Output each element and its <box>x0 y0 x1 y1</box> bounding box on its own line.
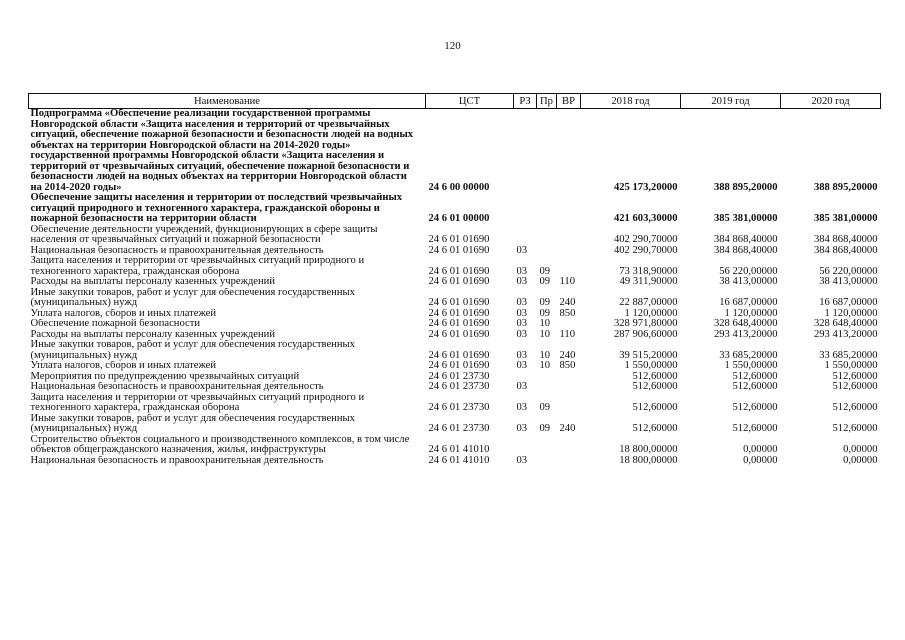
table-row <box>29 309 881 320</box>
cell-2019: 512,60000 <box>732 382 778 392</box>
cell-rz <box>514 435 537 456</box>
cell-name: Расходы на выплаты персоналу казенных учреждений <box>30 329 275 340</box>
cell-pr <box>537 435 557 456</box>
cell-vr: 110 <box>559 329 575 340</box>
cell-vr <box>557 256 581 277</box>
table-row <box>29 277 881 288</box>
cell-pr: 10 <box>539 361 551 371</box>
cell-name: Строительство объектов социального и производственного комплексов, в том числе объектов общегражданского назначения, жилья, инфраструктуры <box>30 434 410 455</box>
cell-name: Обеспечение пожарной безопасности <box>30 319 201 329</box>
table-row <box>29 372 881 383</box>
cell-2020: 384 868,40000 <box>813 245 878 256</box>
cell-name: Подпрограмма «Обеспечение реализации государственной программы Новгородской области «Защита населения и территорий от чрезвычайных ситуаций, обеспечение пожарной безопасности и безопасности людей на водных объектах на территории Новгородской области на 2014-2020 годы» государственной программы Новгородской области «Защита населения и территорий от чрезвычайных ситуаций, обеспечение пожарной безопасности и безопасности людей на водных объектах на территории Новгородской области на 2014-2020 годы» <box>30 108 414 193</box>
cell-rz: 03 <box>516 382 528 392</box>
table-row <box>29 393 881 414</box>
cell-2018: 18 800,00000 <box>619 455 678 466</box>
cell-cst: 24 6 01 01690 <box>428 277 490 287</box>
cell-2019: 1 120,00000 <box>724 308 778 319</box>
cell-cst: 24 6 01 41010 <box>428 444 490 455</box>
cell-rz: 03 <box>516 361 528 371</box>
page-number: 120 <box>444 40 461 52</box>
table-row <box>29 319 881 330</box>
cell-name: Иные закупки товаров, работ и услуг для обеспечения государственных (муниципальных) нужд <box>30 413 355 434</box>
cell-rz: 03 <box>516 297 528 308</box>
cell-name: Мероприятия по предупреждению чрезвычайных ситуаций <box>30 371 300 382</box>
cell-2019: 512,60000 <box>732 402 778 413</box>
cell-pr: 09 <box>539 277 551 287</box>
header-vr: ВР <box>557 94 581 109</box>
cell-cst: 24 6 00 00000 <box>428 181 490 193</box>
header-name: Наименование <box>29 94 426 109</box>
header-2019: 2019 год <box>681 94 781 109</box>
cell-vr <box>557 193 581 225</box>
table-row <box>29 414 881 435</box>
cell-pr <box>537 225 557 246</box>
cell-pr <box>537 382 557 393</box>
cell-pr: 10 <box>539 319 551 329</box>
cell-cst: 24 6 01 41010 <box>428 455 490 466</box>
cell-vr <box>557 246 581 257</box>
cell-2019: 512,60000 <box>732 371 778 382</box>
cell-rz: 03 <box>516 329 528 340</box>
cell-rz <box>514 372 537 383</box>
header-rz: РЗ <box>514 94 537 109</box>
cell-2019: 388 895,20000 <box>713 181 778 193</box>
cell-rz: 03 <box>516 245 528 256</box>
cell-vr: 850 <box>559 361 576 371</box>
cell-rz: 03 <box>516 349 528 361</box>
header-cst: ЦСТ <box>426 94 514 109</box>
cell-vr <box>557 225 581 246</box>
cell-vr <box>557 109 581 194</box>
table-row <box>29 246 881 257</box>
cell-rz: 03 <box>516 308 528 319</box>
cell-2018: 73 318,90000 <box>619 265 678 277</box>
cell-2019: 293 413,20000 <box>713 329 778 340</box>
cell-vr <box>557 393 581 414</box>
table-row <box>29 456 881 467</box>
cell-2019: 384 868,40000 <box>713 245 778 256</box>
cell-2018: 512,60000 <box>632 382 678 392</box>
cell-2018: 22 887,00000 <box>619 297 678 308</box>
cell-pr: 09 <box>539 423 551 434</box>
cell-2018: 425 173,20000 <box>613 181 678 193</box>
cell-2019: 0,00000 <box>743 455 778 466</box>
cell-name: Уплата налогов, сборов и иных платежей <box>30 361 217 371</box>
cell-2018: 49 311,90000 <box>619 277 678 287</box>
table-row <box>29 256 881 277</box>
table-row <box>29 382 881 393</box>
cell-vr: 850 <box>559 308 576 319</box>
cell-2018: 402 290,70000 <box>613 234 678 245</box>
cell-pr <box>537 372 557 383</box>
header-2018: 2018 год <box>581 94 681 109</box>
cell-2018: 512,60000 <box>632 402 678 413</box>
cell-vr <box>557 319 581 330</box>
cell-cst: 24 6 01 01690 <box>428 245 490 256</box>
cell-2019: 16 687,00000 <box>719 297 778 308</box>
cell-2018: 18 800,00000 <box>619 444 678 455</box>
cell-2019: 384 868,40000 <box>713 234 778 245</box>
table-row <box>29 225 881 246</box>
cell-rz: 03 <box>516 277 528 287</box>
table-row <box>29 109 881 194</box>
cell-pr: 09 <box>539 308 551 319</box>
cell-pr: 09 <box>539 402 551 413</box>
cell-2019: 0,00000 <box>743 444 778 455</box>
cell-vr: 240 <box>559 349 576 361</box>
cell-2019: 38 413,00000 <box>719 277 778 287</box>
cell-2020: 0,00000 <box>843 444 878 455</box>
cell-2018: 512,60000 <box>632 423 678 434</box>
cell-rz <box>514 225 537 246</box>
table-body <box>29 109 881 467</box>
cell-cst: 24 6 01 01690 <box>428 361 490 371</box>
table-row <box>29 435 881 456</box>
cell-2018: 39 515,20000 <box>619 349 678 361</box>
cell-rz: 03 <box>516 319 528 329</box>
cell-rz <box>514 109 537 194</box>
budget-table <box>28 93 881 466</box>
cell-2020: 388 895,20000 <box>813 181 878 193</box>
cell-2020: 1 120,00000 <box>824 308 878 319</box>
cell-cst: 24 6 01 01690 <box>428 234 490 245</box>
header-2020: 2020 год <box>781 94 881 109</box>
cell-vr <box>557 372 581 383</box>
cell-2020: 384 868,40000 <box>813 234 878 245</box>
cell-cst: 24 6 01 23730 <box>428 382 490 392</box>
cell-2020: 512,60000 <box>832 402 878 413</box>
cell-cst: 24 6 01 01690 <box>428 349 490 361</box>
cell-2019: 385 381,00000 <box>713 213 778 224</box>
cell-cst: 24 6 01 23730 <box>428 371 490 382</box>
cell-2019: 56 220,00000 <box>719 265 778 277</box>
cell-vr: 110 <box>559 277 575 287</box>
cell-2020: 385 381,00000 <box>813 213 878 224</box>
cell-2019: 512,60000 <box>732 423 778 434</box>
cell-2019: 328 648,40000 <box>713 319 778 329</box>
cell-name: Обеспечение деятельности учреждений, функционирующих в сфере защиты населения от чрезвычайных ситуаций и пожарной безопасности <box>30 224 378 245</box>
cell-pr: 10 <box>539 329 551 340</box>
cell-pr: 10 <box>539 349 551 361</box>
cell-cst: 24 6 01 01690 <box>428 297 490 308</box>
cell-rz: 03 <box>516 265 528 277</box>
cell-rz: 03 <box>516 402 528 413</box>
cell-vr <box>557 435 581 456</box>
cell-name: Расходы на выплаты персоналу казенных учреждений <box>30 277 275 287</box>
cell-cst: 24 6 01 23730 <box>428 402 490 413</box>
cell-name: Национальная безопасность и правоохранительная деятельность <box>30 245 324 256</box>
cell-name: Иные закупки товаров, работ и услуг для обеспечения государственных (муниципальных) нужд <box>30 340 355 361</box>
cell-2018: 1 550,00000 <box>624 361 678 371</box>
cell-2020: 56 220,00000 <box>819 265 878 277</box>
cell-name: Защита населения и территории от чрезвычайных ситуаций природного и техногенного характера, гражданская оборона <box>30 392 365 413</box>
cell-cst: 24 6 01 01690 <box>428 319 490 329</box>
cell-2020: 512,60000 <box>832 423 878 434</box>
cell-cst: 24 6 01 01690 <box>428 329 490 340</box>
table-row <box>29 361 881 372</box>
cell-2020: 0,00000 <box>843 455 878 466</box>
cell-2018: 328 971,80000 <box>613 319 678 329</box>
cell-vr: 240 <box>559 297 576 308</box>
cell-2020: 16 687,00000 <box>819 297 878 308</box>
cell-name: Национальная безопасность и правоохранительная деятельность <box>30 455 324 466</box>
cell-2018: 512,60000 <box>632 371 678 382</box>
table-row <box>29 340 881 361</box>
cell-2020: 1 550,00000 <box>824 361 878 371</box>
table-row <box>29 288 881 309</box>
cell-2020: 328 648,40000 <box>813 319 878 329</box>
cell-cst: 24 6 01 01690 <box>428 308 490 319</box>
table-header-row <box>29 94 881 109</box>
cell-cst: 24 6 01 23730 <box>428 423 490 434</box>
cell-2020: 38 413,00000 <box>819 277 878 287</box>
cell-rz <box>514 193 537 225</box>
cell-2019: 33 685,20000 <box>719 349 778 361</box>
cell-pr <box>537 456 557 467</box>
header-pr: Пр <box>537 94 557 109</box>
cell-name: Обеспечение защиты населения и территории от последствий чрезвычайных ситуаций природного и техногенного характера, гражданской обороны и пожарной безопасности на территории области <box>30 193 403 224</box>
cell-2018: 1 120,00000 <box>624 308 678 319</box>
cell-name: Иные закупки товаров, работ и услуг для обеспечения государственных (муниципальных) нужд <box>30 287 355 308</box>
cell-pr <box>537 109 557 194</box>
cell-name: Уплата налогов, сборов и иных платежей <box>30 308 217 319</box>
cell-2018: 402 290,70000 <box>613 245 678 256</box>
cell-pr <box>537 193 557 225</box>
cell-rz: 03 <box>516 423 528 434</box>
cell-vr <box>557 382 581 393</box>
cell-pr <box>537 246 557 257</box>
cell-vr <box>557 456 581 467</box>
cell-2018: 287 906,60000 <box>613 329 678 340</box>
cell-2018: 421 603,30000 <box>613 213 678 224</box>
cell-rz: 03 <box>516 455 528 466</box>
cell-2019: 1 550,00000 <box>724 361 778 371</box>
cell-pr: 09 <box>539 297 551 308</box>
cell-name: Защита населения и территории от чрезвычайных ситуаций природного и техногенного характера, гражданская оборона <box>30 256 365 277</box>
cell-2020: 293 413,20000 <box>813 329 878 340</box>
table-row <box>29 193 881 225</box>
table-row <box>29 330 881 341</box>
cell-2020: 33 685,20000 <box>819 349 878 361</box>
cell-2020: 512,60000 <box>832 382 878 392</box>
cell-vr: 240 <box>559 423 576 434</box>
cell-2020: 512,60000 <box>832 371 878 382</box>
cell-cst: 24 6 01 00000 <box>428 213 490 224</box>
cell-cst: 24 6 01 01690 <box>428 265 490 277</box>
cell-pr: 09 <box>539 265 551 277</box>
cell-name: Национальная безопасность и правоохранительная деятельность <box>30 382 324 392</box>
